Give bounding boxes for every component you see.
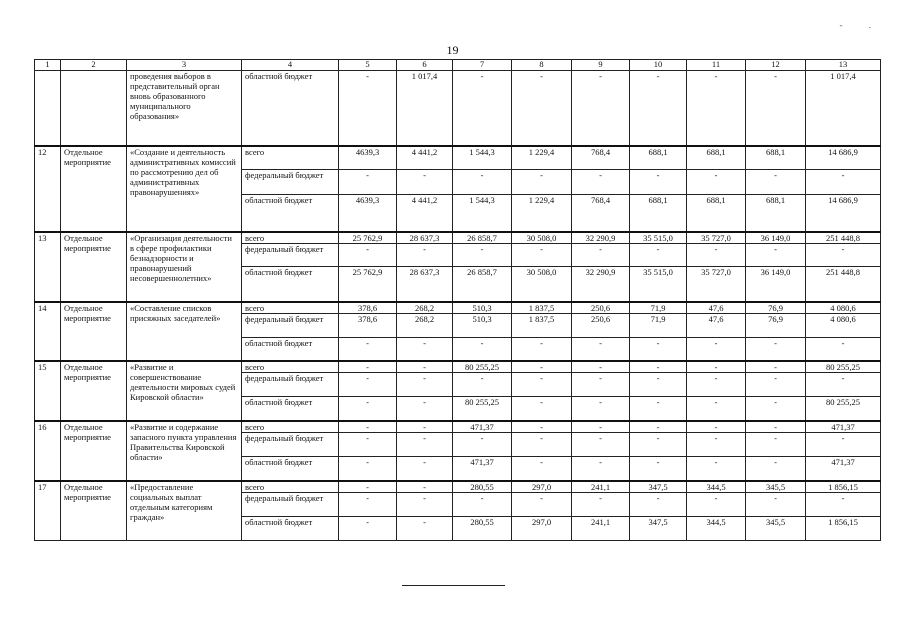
- funding-source: федеральный бюджет: [242, 244, 339, 267]
- year-value: 688,1: [630, 146, 687, 170]
- year-value: -: [397, 170, 453, 195]
- year-value: 1 229,4: [512, 195, 572, 232]
- year-value: -: [630, 493, 687, 517]
- year-value: 688,1: [746, 146, 806, 170]
- year-value: 26 858,7: [453, 232, 512, 244]
- year-value: -: [339, 338, 397, 361]
- year-value: -: [397, 421, 453, 433]
- year-value: 47,6: [687, 302, 746, 314]
- year-value: -: [687, 421, 746, 433]
- funding-source: федеральный бюджет: [242, 493, 339, 517]
- year-value: -: [687, 338, 746, 361]
- total-value: 14 686,9: [806, 195, 881, 232]
- year-value: 32 290,9: [572, 232, 630, 244]
- funding-source: областной бюджет: [242, 267, 339, 302]
- measure-number: 14: [35, 302, 61, 361]
- total-value: 80 255,25: [806, 361, 881, 373]
- year-value: -: [630, 433, 687, 457]
- year-value: -: [453, 71, 512, 146]
- measure-type: Отдельное мероприятие: [61, 302, 127, 361]
- year-value: 297,0: [512, 517, 572, 541]
- funding-source: всего: [242, 421, 339, 433]
- year-value: -: [572, 338, 630, 361]
- year-value: 35 515,0: [630, 267, 687, 302]
- funding-source: областной бюджет: [242, 517, 339, 541]
- year-value: 1 837,5: [512, 302, 572, 314]
- funding-source: областной бюджет: [242, 457, 339, 481]
- year-value: 35 515,0: [630, 232, 687, 244]
- year-value: 76,9: [746, 314, 806, 338]
- year-value: -: [630, 338, 687, 361]
- year-value: -: [687, 433, 746, 457]
- year-value: 345,5: [746, 517, 806, 541]
- total-value: 4 080,6: [806, 302, 881, 314]
- year-value: 688,1: [630, 195, 687, 232]
- table-row: [35, 361, 881, 373]
- budget-table: [34, 59, 881, 541]
- total-value: -: [806, 170, 881, 195]
- year-value: 80 255,25: [453, 361, 512, 373]
- year-value: -: [572, 421, 630, 433]
- year-value: -: [687, 361, 746, 373]
- year-value: -: [339, 361, 397, 373]
- funding-source: всего: [242, 481, 339, 493]
- header-cell: 12: [746, 60, 806, 71]
- year-value: -: [339, 170, 397, 195]
- year-value: -: [453, 338, 512, 361]
- corner-marks: - .: [839, 20, 883, 30]
- year-value: 30 508,0: [512, 267, 572, 302]
- year-value: 268,2: [397, 314, 453, 338]
- page-number: 19: [446, 43, 459, 57]
- year-value: 347,5: [630, 481, 687, 493]
- total-value: 471,37: [806, 421, 881, 433]
- year-value: 344,5: [687, 481, 746, 493]
- year-value: 26 858,7: [453, 267, 512, 302]
- year-value: 280,55: [453, 481, 512, 493]
- year-value: -: [512, 493, 572, 517]
- table-row: [35, 481, 881, 493]
- year-value: -: [687, 71, 746, 146]
- year-value: 471,37: [453, 457, 512, 481]
- year-value: -: [512, 170, 572, 195]
- header-cell: 8: [512, 60, 572, 71]
- funding-source: всего: [242, 146, 339, 170]
- total-value: 471,37: [806, 457, 881, 481]
- year-value: -: [512, 244, 572, 267]
- year-value: -: [746, 373, 806, 397]
- year-value: -: [339, 517, 397, 541]
- measure-type: Отдельное мероприятие: [61, 481, 127, 541]
- funding-source: всего: [242, 232, 339, 244]
- year-value: 28 637,3: [397, 232, 453, 244]
- year-value: -: [572, 170, 630, 195]
- year-value: 1 544,3: [453, 146, 512, 170]
- header-cell: 5: [339, 60, 397, 71]
- total-value: 251 448,8: [806, 232, 881, 244]
- year-value: -: [339, 373, 397, 397]
- year-value: -: [687, 373, 746, 397]
- year-value: -: [687, 244, 746, 267]
- year-value: 268,2: [397, 302, 453, 314]
- table-row: [35, 302, 881, 314]
- year-value: 1 837,5: [512, 314, 572, 338]
- year-value: 80 255,25: [453, 397, 512, 421]
- table-body: [35, 60, 881, 541]
- measure-type: [61, 71, 127, 146]
- year-value: -: [746, 244, 806, 267]
- year-value: -: [339, 71, 397, 146]
- year-value: 4639,3: [339, 146, 397, 170]
- year-value: -: [512, 71, 572, 146]
- year-value: -: [339, 457, 397, 481]
- year-value: 347,5: [630, 517, 687, 541]
- year-value: -: [630, 361, 687, 373]
- funding-source: областной бюджет: [242, 338, 339, 361]
- year-value: 471,37: [453, 421, 512, 433]
- year-value: -: [630, 421, 687, 433]
- total-value: 80 255,25: [806, 397, 881, 421]
- year-value: -: [397, 481, 453, 493]
- year-value: 688,1: [746, 195, 806, 232]
- year-value: -: [397, 373, 453, 397]
- year-value: -: [572, 397, 630, 421]
- year-value: -: [339, 433, 397, 457]
- table-row: [35, 421, 881, 433]
- measure-type: Отдельное мероприятие: [61, 421, 127, 481]
- year-value: 4639,3: [339, 195, 397, 232]
- year-value: 4 441,2: [397, 146, 453, 170]
- year-value: -: [397, 457, 453, 481]
- year-value: 36 149,0: [746, 232, 806, 244]
- year-value: -: [453, 433, 512, 457]
- year-value: -: [512, 338, 572, 361]
- year-value: 35 727,0: [687, 267, 746, 302]
- total-value: -: [806, 373, 881, 397]
- measure-number: 13: [35, 232, 61, 302]
- year-value: -: [572, 433, 630, 457]
- header-cell: 3: [127, 60, 242, 71]
- header-cell: 13: [806, 60, 881, 71]
- measure-name: «Создание и деятельность административных комиссий по рассмотрению дел об административных правонарушениях»: [127, 146, 242, 232]
- year-value: 30 508,0: [512, 232, 572, 244]
- year-value: 510,3: [453, 302, 512, 314]
- year-value: 378,6: [339, 302, 397, 314]
- year-value: 1 544,3: [453, 195, 512, 232]
- year-value: -: [630, 373, 687, 397]
- year-value: -: [746, 433, 806, 457]
- year-value: -: [572, 457, 630, 481]
- year-value: -: [687, 457, 746, 481]
- year-value: -: [630, 170, 687, 195]
- year-value: -: [572, 244, 630, 267]
- total-value: 1 856,15: [806, 517, 881, 541]
- year-value: 510,3: [453, 314, 512, 338]
- year-value: 241,1: [572, 481, 630, 493]
- total-value: 1 017,4: [806, 71, 881, 146]
- measure-number: 15: [35, 361, 61, 421]
- year-value: -: [512, 433, 572, 457]
- year-value: -: [572, 71, 630, 146]
- year-value: -: [397, 244, 453, 267]
- measure-name: «Развитие и совершенствование деятельности мировых судей Кировской области»: [127, 361, 242, 421]
- year-value: -: [687, 493, 746, 517]
- measure-name: «Развитие и содержание запасного пункта управления Правительства Кировской области»: [127, 421, 242, 481]
- total-value: -: [806, 244, 881, 267]
- year-value: -: [397, 433, 453, 457]
- total-value: -: [806, 493, 881, 517]
- table-row: [35, 146, 881, 170]
- year-value: -: [572, 373, 630, 397]
- year-value: -: [630, 244, 687, 267]
- year-value: 25 762,9: [339, 232, 397, 244]
- year-value: 1 017,4: [397, 71, 453, 146]
- measure-name: «Составление списков присяжных заседателей»: [127, 302, 242, 361]
- measure-number: [35, 71, 61, 146]
- table-row: [35, 232, 881, 244]
- year-value: 36 149,0: [746, 267, 806, 302]
- year-value: 35 727,0: [687, 232, 746, 244]
- table-row: [35, 71, 881, 146]
- header-cell: 11: [687, 60, 746, 71]
- year-value: -: [397, 517, 453, 541]
- year-value: -: [630, 397, 687, 421]
- year-value: 280,55: [453, 517, 512, 541]
- year-value: -: [397, 493, 453, 517]
- header-cell: 1: [35, 60, 61, 71]
- year-value: 345,5: [746, 481, 806, 493]
- total-value: -: [806, 338, 881, 361]
- year-value: -: [746, 71, 806, 146]
- funding-source: федеральный бюджет: [242, 314, 339, 338]
- funding-source: федеральный бюджет: [242, 170, 339, 195]
- year-value: 28 637,3: [397, 267, 453, 302]
- year-value: 250,6: [572, 302, 630, 314]
- funding-source: областной бюджет: [242, 71, 339, 146]
- measure-type: Отдельное мероприятие: [61, 232, 127, 302]
- header-row: [35, 60, 881, 71]
- year-value: 1 229,4: [512, 146, 572, 170]
- year-value: -: [397, 338, 453, 361]
- measure-name: проведения выборов в представительный орган вновь образованного муниципального образования»: [127, 71, 242, 146]
- year-value: 250,6: [572, 314, 630, 338]
- header-cell: 9: [572, 60, 630, 71]
- year-value: -: [630, 71, 687, 146]
- year-value: -: [453, 244, 512, 267]
- year-value: 344,5: [687, 517, 746, 541]
- year-value: 71,9: [630, 314, 687, 338]
- total-value: 251 448,8: [806, 267, 881, 302]
- year-value: -: [512, 361, 572, 373]
- year-value: -: [746, 493, 806, 517]
- year-value: -: [746, 338, 806, 361]
- year-value: -: [572, 493, 630, 517]
- total-value: 4 080,6: [806, 314, 881, 338]
- year-value: -: [453, 373, 512, 397]
- year-value: -: [512, 421, 572, 433]
- funding-source: всего: [242, 361, 339, 373]
- year-value: 768,4: [572, 146, 630, 170]
- measure-number: 17: [35, 481, 61, 541]
- year-value: -: [572, 361, 630, 373]
- year-value: 71,9: [630, 302, 687, 314]
- year-value: -: [687, 397, 746, 421]
- measure-number: 16: [35, 421, 61, 481]
- total-value: -: [806, 433, 881, 457]
- year-value: 378,6: [339, 314, 397, 338]
- year-value: 4 441,2: [397, 195, 453, 232]
- year-value: 76,9: [746, 302, 806, 314]
- year-value: -: [453, 170, 512, 195]
- year-value: -: [746, 170, 806, 195]
- year-value: 688,1: [687, 195, 746, 232]
- total-value: 1 856,15: [806, 481, 881, 493]
- funding-source: федеральный бюджет: [242, 373, 339, 397]
- header-cell: 10: [630, 60, 687, 71]
- year-value: -: [339, 481, 397, 493]
- year-value: -: [397, 397, 453, 421]
- year-value: 32 290,9: [572, 267, 630, 302]
- year-value: -: [512, 457, 572, 481]
- year-value: -: [339, 244, 397, 267]
- year-value: 688,1: [687, 146, 746, 170]
- measure-type: Отдельное мероприятие: [61, 361, 127, 421]
- year-value: -: [746, 421, 806, 433]
- year-value: 25 762,9: [339, 267, 397, 302]
- funding-source: всего: [242, 302, 339, 314]
- year-value: 47,6: [687, 314, 746, 338]
- year-value: 297,0: [512, 481, 572, 493]
- measure-number: 12: [35, 146, 61, 232]
- total-value: 14 686,9: [806, 146, 881, 170]
- footer-rule: [402, 585, 505, 586]
- header-cell: 7: [453, 60, 512, 71]
- header-cell: 4: [242, 60, 339, 71]
- year-value: -: [453, 493, 512, 517]
- year-value: -: [630, 457, 687, 481]
- year-value: 768,4: [572, 195, 630, 232]
- header-cell: 2: [61, 60, 127, 71]
- year-value: -: [512, 397, 572, 421]
- year-value: -: [339, 421, 397, 433]
- funding-source: областной бюджет: [242, 397, 339, 421]
- funding-source: областной бюджет: [242, 195, 339, 232]
- year-value: -: [746, 457, 806, 481]
- measure-type: Отдельное мероприятие: [61, 146, 127, 232]
- funding-source: федеральный бюджет: [242, 433, 339, 457]
- year-value: -: [687, 170, 746, 195]
- year-value: -: [746, 397, 806, 421]
- measure-name: «Организация деятельности в сфере профилактики безнадзорности и правонарушений несовершеннолетних»: [127, 232, 242, 302]
- year-value: -: [339, 493, 397, 517]
- year-value: 241,1: [572, 517, 630, 541]
- year-value: -: [339, 397, 397, 421]
- year-value: -: [397, 361, 453, 373]
- header-cell: 6: [397, 60, 453, 71]
- year-value: -: [512, 373, 572, 397]
- measure-name: «Предоставление социальных выплат отдельным категориям граждан»: [127, 481, 242, 541]
- year-value: -: [746, 361, 806, 373]
